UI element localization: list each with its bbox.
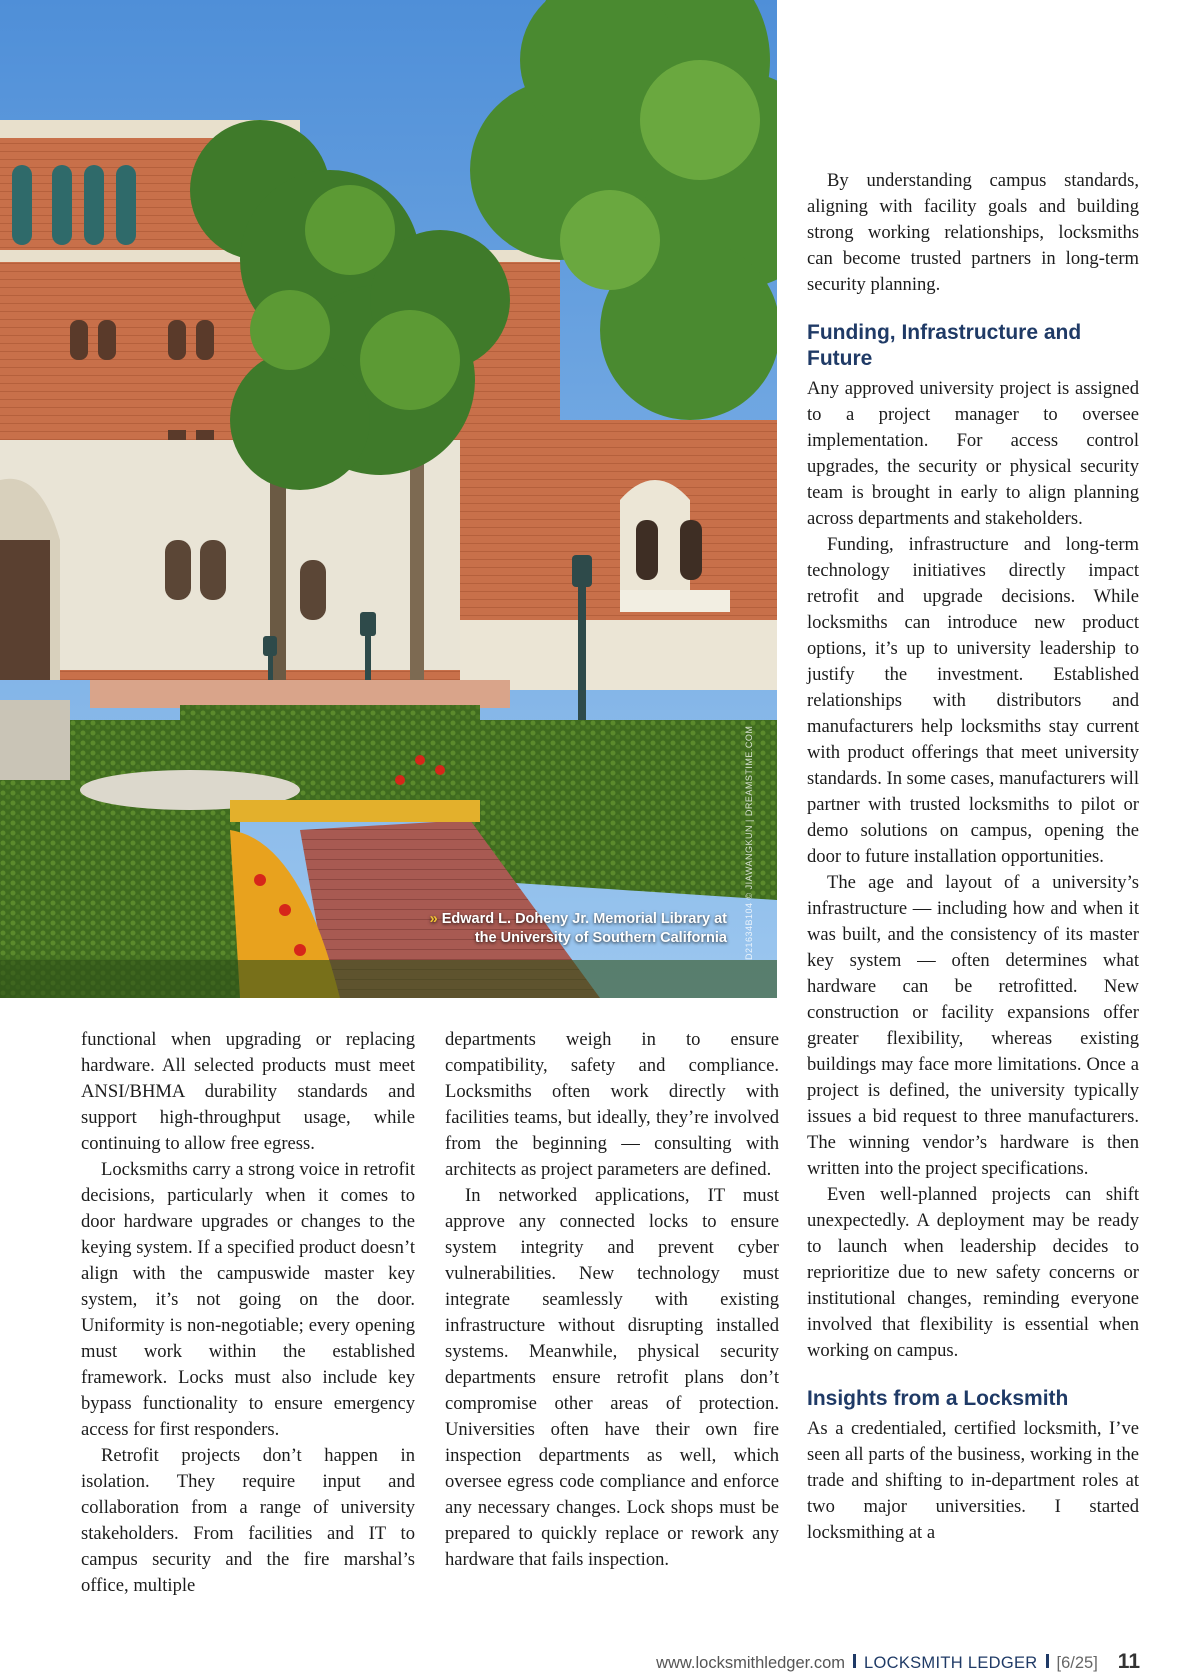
column-right: [807, 168, 1139, 1546]
body-paragraph: In networked applications, IT must approve any connected locks to ensure system integrity and prevent cyber vulnerabilities. New technology must integrate seamlessly with existing infrastructure without disrupting installed systems. Meanwhile, physical security departments ensure retrofit plans don’t compromise other areas of protection. Universities often have their own fire inspection departments as well, which oversee egress code compliance and enforce any necessary changes. Lock shops must be prepared to quickly replace or rework any hardware that fails inspection.: [445, 1185, 779, 1570]
caption-text: Edward L. Doheny Jr. Memorial Library at the University of Southern California: [441, 911, 727, 946]
photo-credit: D21634B104 © JIAWANGKUN | DREAMSTIME.COM: [744, 725, 754, 960]
body-paragraph: departments weigh in to ensure compatibility, safety and compliance. Locksmiths often work directly with facilities teams, but ideally, they’re involved from the beginning — consulting with architects as project parameters are defined.: [445, 1029, 779, 1180]
photo-caption: [427, 910, 727, 948]
body-paragraph: functional when upgrading or replacing hardware. All selected products must meet ANSI/BHMA durability standards and support high-throughput usage, while continuing to allow free egress.: [81, 1029, 415, 1154]
body-paragraph: The age and layout of a university’s infrastructure — including how and when it was built, and the consistency of its master key system — often determines what hardware can be retrofitted. New construction or facility expansions offer greater flexibility, whereas existing buildings may face more limitations. Once a project is defined, the university typically issues a bid request to three manufacturers. The winning vendor’s hardware is then written into the project specifications.: [807, 872, 1139, 1179]
footer-divider: [1046, 1654, 1049, 1668]
body-paragraph: Even well-planned projects can shift unexpectedly. A deployment may be ready to launch when leadership decides to reprioritize due to new safety concerns or institutional changes, reminding everyone involved that flexibility is essential when working on campus.: [807, 1184, 1139, 1361]
footer-divider: [853, 1654, 856, 1668]
body-paragraph: By understanding campus standards, aligning with facility goals and building strong working relationships, locksmiths can become trusted partners in long-term security planning.: [807, 170, 1139, 295]
footer-publication: LOCKSMITH LEDGER: [864, 1654, 1038, 1672]
section-heading-insights: Insights from a Locksmith: [807, 1387, 1069, 1410]
column-left: [81, 1027, 415, 1599]
footer-issue: [6/25]: [1056, 1654, 1098, 1672]
body-paragraph: Any approved university project is assigned to a project manager to oversee implementation. For access control upgrades, the security or physical security team is brought in early to align planning across departments and stakeholders.: [807, 378, 1139, 529]
caption-marker: »: [429, 911, 438, 927]
body-paragraph: Retrofit projects don’t happen in isolation. They require input and collaboration from a range of university stakeholders. From facilities and IT to campus security and the fire marshal’s office, multiple: [81, 1445, 415, 1596]
page-footer: [656, 1650, 1140, 1674]
section-heading-funding: Funding, Infrastructure and Future: [807, 321, 1082, 370]
campus-library-photo: [0, 0, 777, 998]
body-paragraph: As a credentialed, certified locksmith, I’ve seen all parts of the business, working in the trade and shifting to in-department roles at two major universities. I started locksmithing at a: [807, 1418, 1139, 1543]
column-middle: [445, 1027, 779, 1573]
body-paragraph: Funding, infrastructure and long-term technology initiatives directly impact retrofit and upgrade decisions. While locksmiths can introduce new product options, it’s up to university leadership to justify the investment. Established relationships with distributors and manufacturers help locksmiths stay current with product offerings that meet university standards. In some cases, manufacturers will partner with trusted locksmiths to pilot or demo solutions on campus, opening the door to future installation opportunities.: [807, 534, 1140, 867]
article-photo: [0, 0, 777, 998]
footer-website: www.locksmithledger.com: [656, 1654, 845, 1672]
page-number: 11: [1117, 1650, 1140, 1673]
body-paragraph: Locksmiths carry a strong voice in retrofit decisions, particularly when it comes to door hardware upgrades or changes to the keying system. If a specified product doesn’t align with the campuswide master key system, it’s not going on the door. Uniformity is non-negotiable; every opening must work within the established framework. Locks must also include key bypass functionality to ensure emergency access for first responders.: [81, 1159, 415, 1440]
